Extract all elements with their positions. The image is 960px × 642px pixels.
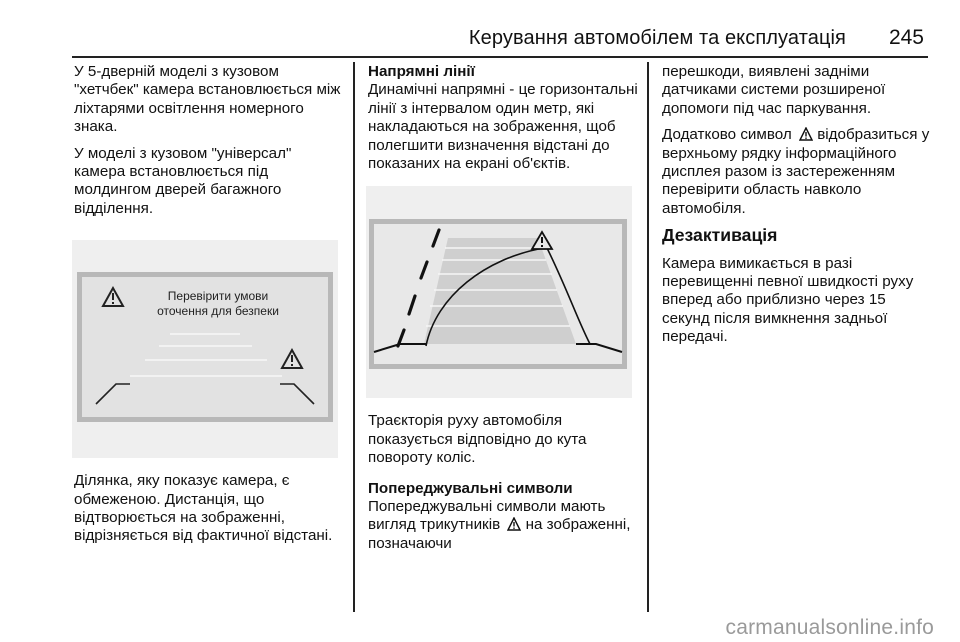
paragraph-hatchback: У 5-дверній моделі з кузовом "хетчбек" камера встановлюється між ліхтарями освітлення номерного знака. bbox=[74, 63, 341, 136]
watermark: carmanualsonline.info bbox=[725, 616, 934, 639]
column-divider-2 bbox=[647, 62, 649, 612]
header-rule bbox=[72, 56, 928, 58]
figure-text-line1: Перевірити умови bbox=[167, 289, 269, 304]
camera-view-figure bbox=[72, 240, 338, 458]
paragraph-symbol-display bbox=[662, 126, 932, 218]
column-2 bbox=[368, 63, 638, 561]
warning-text-a: Попереджувальні символи мають вигляд трикутників bbox=[368, 498, 606, 534]
paragraph-warning-symbols bbox=[368, 498, 638, 553]
warning-triangle-icon bbox=[799, 127, 813, 141]
warning-triangle-icon bbox=[507, 517, 521, 531]
figure-text-line2: оточення для безпеки bbox=[157, 304, 279, 319]
column-3 bbox=[662, 63, 932, 355]
heading-warning-symbols: Попереджувальні символи bbox=[368, 479, 573, 497]
column-divider-1 bbox=[353, 62, 355, 612]
header-title: Керування автомобілем та експлуатація bbox=[468, 27, 846, 49]
paragraph-guidelines: Динамічні напрямні - це горизонтальні лінії з інтервалом один метр, які накладаються на зображення, щоб полегшити визначення відстані до показаних на екрані об'єктів. bbox=[368, 81, 638, 173]
heading-guidelines: Напрямні лінії bbox=[368, 63, 475, 80]
paragraph-obstacles: перешкоди, виявлені задніми датчиками системи розширеної допомоги під час паркування. bbox=[662, 63, 886, 117]
page-header bbox=[72, 24, 928, 56]
figure-caption: Ділянка, яку показує камера, є обмеженою. Дистанція, що відтворюється на зображенні, відрізняється від фактичної відстані. bbox=[74, 472, 333, 545]
paragraph-wagon: У моделі з кузовом "універсал" камера встановлюється під молдингом дверей багажного відділення. bbox=[74, 144, 292, 217]
symbol-text-a: Додатково символ bbox=[662, 126, 792, 144]
paragraph-trajectory: Траєкторія руху автомобіля показується відповідно до кута повороту коліс. bbox=[368, 412, 587, 467]
warning-text-b: на зображенні, позначаючи bbox=[368, 516, 631, 552]
guidelines-figure bbox=[366, 186, 632, 398]
symbol-text-b: відобразиться у верхньому рядку інформаційного дисплея разом із застереженням перевірити область навколо автомобіля. bbox=[662, 126, 930, 217]
heading-deactivation: Дезактивація bbox=[662, 225, 778, 246]
page-number: 245 bbox=[888, 26, 924, 49]
paragraph-deactivation: Камера вимикається в разі перевищенні певної швидкості руху вперед або приблизно через 15 секунд після вимкнення задньої передачі. bbox=[662, 254, 914, 346]
column-1 bbox=[74, 63, 344, 554]
